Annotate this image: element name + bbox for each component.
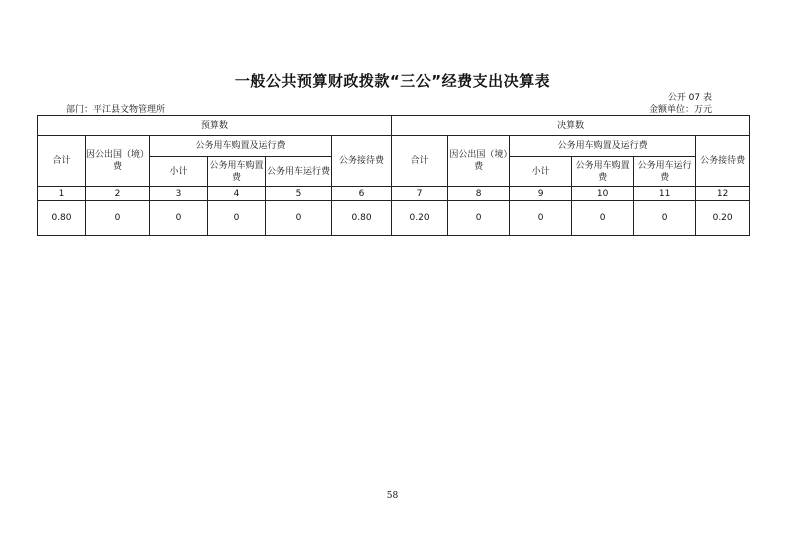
value-cell: 0 <box>266 201 332 236</box>
value-cell: 0 <box>86 201 150 236</box>
value-cell: 0.80 <box>38 201 86 236</box>
column-number: 9 <box>510 187 572 201</box>
page-number: 58 <box>386 491 399 501</box>
column-number: 8 <box>448 187 510 201</box>
header-vehicle-group: 公务用车购置及运行费 <box>150 136 332 157</box>
column-number: 11 <box>634 187 696 201</box>
header-abroad: 因公出国（境）费 <box>448 136 510 187</box>
header-final: 决算数 <box>392 116 750 136</box>
value-cell: 0.20 <box>392 201 448 236</box>
column-number: 2 <box>86 187 150 201</box>
column-number: 6 <box>332 187 392 201</box>
column-number-row <box>38 187 750 201</box>
header-reception: 公务接待费 <box>696 136 750 187</box>
header-vehicle-operation: 公务用车运行费 <box>634 157 696 187</box>
department-label: 部门：平江县文物管理所 <box>66 105 166 115</box>
header-abroad: 因公出国（境）费 <box>86 136 150 187</box>
header-vehicle-purchase: 公务用车购置费 <box>208 157 266 187</box>
column-number: 4 <box>208 187 266 201</box>
column-number: 5 <box>266 187 332 201</box>
value-cell: 0 <box>448 201 510 236</box>
column-number: 1 <box>38 187 86 201</box>
form-number: 公开 07 表 <box>667 93 712 103</box>
value-cell: 0.80 <box>332 201 392 236</box>
header-total: 合计 <box>38 136 86 187</box>
expenditure-table <box>37 115 750 236</box>
header-budget: 预算数 <box>38 116 392 136</box>
page-title: 一般公共预算财政拨款“三公”经费支出决算表 <box>234 72 551 90</box>
header-reception: 公务接待费 <box>332 136 392 187</box>
unit-label: 金额单位：万元 <box>648 105 712 115</box>
column-number: 10 <box>572 187 634 201</box>
header-vehicle-purchase: 公务用车购置费 <box>572 157 634 187</box>
value-cell: 0 <box>208 201 266 236</box>
table-row <box>38 201 750 236</box>
value-cell: 0 <box>510 201 572 236</box>
value-cell: 0 <box>150 201 208 236</box>
header-vehicle-group: 公务用车购置及运行费 <box>510 136 696 157</box>
header-vehicle-operation: 公务用车运行费 <box>266 157 332 187</box>
value-cell: 0 <box>634 201 696 236</box>
column-number: 12 <box>696 187 750 201</box>
value-cell: 0.20 <box>696 201 750 236</box>
value-cell: 0 <box>572 201 634 236</box>
header-subtotal: 小计 <box>150 157 208 187</box>
column-number: 7 <box>392 187 448 201</box>
header-subtotal: 小计 <box>510 157 572 187</box>
column-number: 3 <box>150 187 208 201</box>
header-total: 合计 <box>392 136 448 187</box>
